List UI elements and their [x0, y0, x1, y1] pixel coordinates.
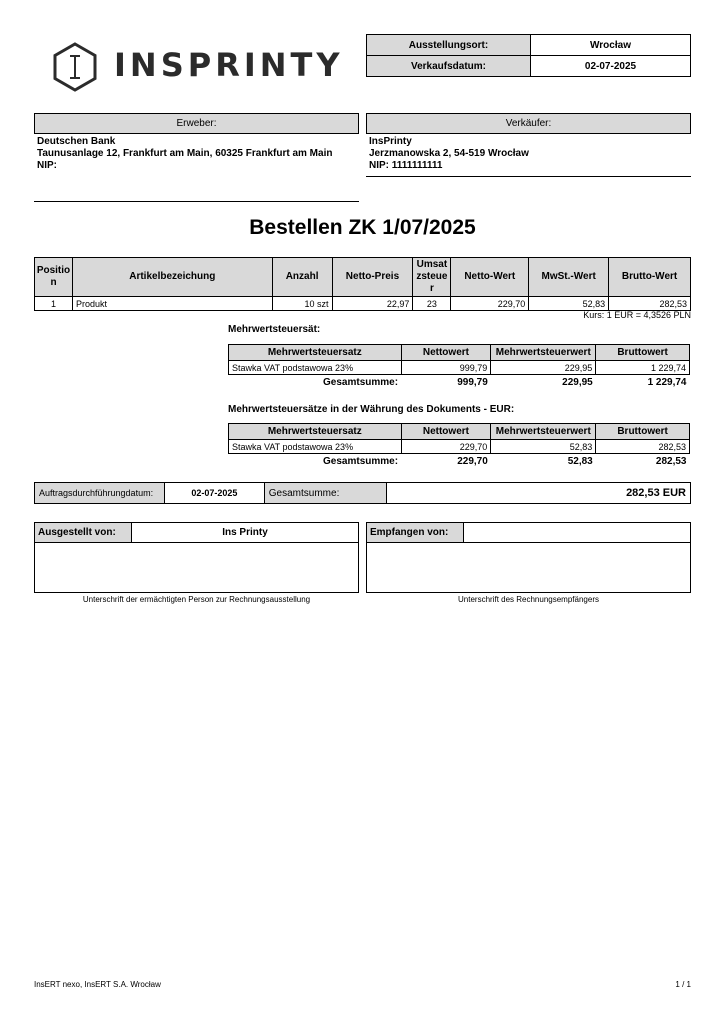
vat-pln-col-rate: Mehrwertsteuersatz	[229, 345, 402, 361]
col-vat-value: MwSt.-Wert	[529, 258, 609, 297]
col-net-value: Netto-Wert	[451, 258, 529, 297]
hexagon-logo-icon	[52, 42, 98, 92]
order-summary-table	[34, 482, 691, 504]
received-by-value	[464, 523, 690, 542]
vat-eur-sum-net: 229,70	[457, 456, 488, 468]
buyer-name: Deutschen Bank	[37, 136, 116, 147]
items-table	[34, 257, 691, 311]
col-quantity: Anzahl	[272, 258, 332, 297]
vat-pln-sum-vat: 229,95	[562, 377, 593, 389]
received-by-caption: Unterschrift des Rechnungsempfängers	[458, 595, 599, 604]
vat-pln-col-gross: Bruttowert	[596, 345, 690, 361]
footer-software: InsERT nexo, InsERT S.A. Wrocław	[34, 980, 161, 989]
vat-eur-net: 229,70	[401, 440, 491, 454]
item-quantity: 10 szt	[272, 297, 332, 311]
seller-divider	[366, 176, 691, 177]
col-position	[35, 258, 73, 297]
vat-pln-col-vat: Mehrwertsteuerwert	[491, 345, 596, 361]
issued-by-caption: Unterschrift der ermächtigten Person zur Rechnungsausstellung	[82, 595, 311, 604]
item-vat-value: 52,83	[529, 297, 609, 311]
place-value: Wrocław	[531, 35, 691, 56]
received-by-label: Empfangen von:	[367, 523, 464, 542]
item-description: Produkt	[72, 297, 272, 311]
sale-date-value: 02-07-2025	[531, 56, 691, 77]
vat-eur-sum-gross: 282,53	[655, 456, 687, 468]
vat-eur-table	[228, 423, 690, 470]
item-position: 1	[35, 297, 73, 311]
table-row	[35, 297, 691, 311]
buyer-header: Erweber:	[34, 113, 359, 134]
vat-eur-sum-label: Gesamtsumme:	[323, 456, 399, 468]
issued-by-label: Ausgestellt von:	[35, 523, 132, 542]
vat-eur-col-vat: Mehrwertsteuerwert	[491, 424, 596, 440]
item-gross-value: 282,53	[609, 297, 691, 311]
logo-wordmark: INSPRINTY	[114, 46, 344, 84]
vat-pln-col-net: Nettowert	[401, 345, 491, 361]
table-row	[229, 440, 690, 454]
table-row	[229, 361, 690, 375]
vat-pln-sum-label: Gesamtsumme:	[323, 377, 399, 389]
header-text: Positio n	[36, 265, 71, 288]
vat-pln-sum-net: 999,79	[457, 377, 488, 389]
document-title: Bestellen ZK 1/07/2025	[249, 216, 476, 239]
seller-section	[366, 113, 691, 172]
vat-pln-net: 999,79	[401, 361, 491, 375]
exchange-rate: Kurs: 1 EUR = 4,3526 PLN	[583, 310, 691, 320]
order-total-label: Gesamtsumme:	[264, 483, 386, 504]
vat-eur-gross: 282,53	[596, 440, 690, 454]
header-text: Umsat zsteue r	[416, 259, 448, 294]
vat-eur-sum-row	[229, 454, 690, 470]
buyer-nip: NIP:	[37, 160, 57, 171]
issued-by-value: Ins Printy	[222, 527, 268, 538]
document-meta-table	[366, 34, 691, 77]
place-label: Ausstellungsort:	[367, 35, 531, 56]
seller-nip: NIP: 1111111111	[369, 160, 443, 171]
vat-eur-vat: 52,83	[491, 440, 596, 454]
order-date-label: Auftragsdurchführungdatum:	[35, 483, 165, 504]
item-net-price: 22,97	[332, 297, 413, 311]
vat-eur-col-net: Nettowert	[401, 424, 491, 440]
vat-eur-col-rate: Mehrwertsteuersatz	[229, 424, 402, 440]
vat-pln-table	[228, 344, 690, 391]
vat-pln-rate: Stawka VAT podstawowa 23%	[229, 361, 402, 375]
buyer-section	[34, 113, 359, 172]
vat-eur-rate: Stawka VAT podstawowa 23%	[229, 440, 402, 454]
vat-eur-title: Mehrwertsteuersätze in der Währung des Dokuments - EUR:	[228, 404, 515, 415]
col-description: Artikelbezeichung	[72, 258, 272, 297]
company-logo	[52, 42, 344, 92]
vat-pln-title: Mehrwertsteuersät:	[228, 324, 321, 335]
buyer-address: Taunusanlage 12, Frankfurt am Main, 60325 Frankfurt am Main	[37, 148, 333, 159]
footer-page-number: 1 / 1	[675, 980, 691, 989]
seller-name: InsPrinty	[369, 136, 412, 147]
col-net-price: Netto-Preis	[332, 258, 413, 297]
items-header-row	[35, 258, 691, 297]
buyer-divider	[34, 201, 359, 202]
seller-header: Verkäufer:	[366, 113, 691, 134]
item-net-value: 229,70	[451, 297, 529, 311]
vat-pln-gross: 1 229,74	[596, 361, 690, 375]
col-gross-value: Brutto-Wert	[609, 258, 691, 297]
item-vat-rate: 23	[413, 297, 451, 311]
seller-address: Jerzmanowska 2, 54-519 Wrocław	[369, 148, 529, 159]
received-by-box	[366, 522, 691, 593]
issued-by-box	[34, 522, 359, 593]
vat-pln-vat: 229,95	[491, 361, 596, 375]
vat-eur-col-gross: Bruttowert	[596, 424, 690, 440]
order-date-value: 02-07-2025	[164, 483, 264, 504]
vat-pln-sum-gross: 1 229,74	[647, 377, 687, 389]
order-total-value: 282,53 EUR	[386, 483, 690, 504]
vat-eur-sum-vat: 52,83	[567, 456, 593, 468]
col-vat-rate	[413, 258, 451, 297]
vat-pln-sum-row	[229, 375, 690, 391]
sale-date-label: Verkaufsdatum:	[367, 56, 531, 77]
